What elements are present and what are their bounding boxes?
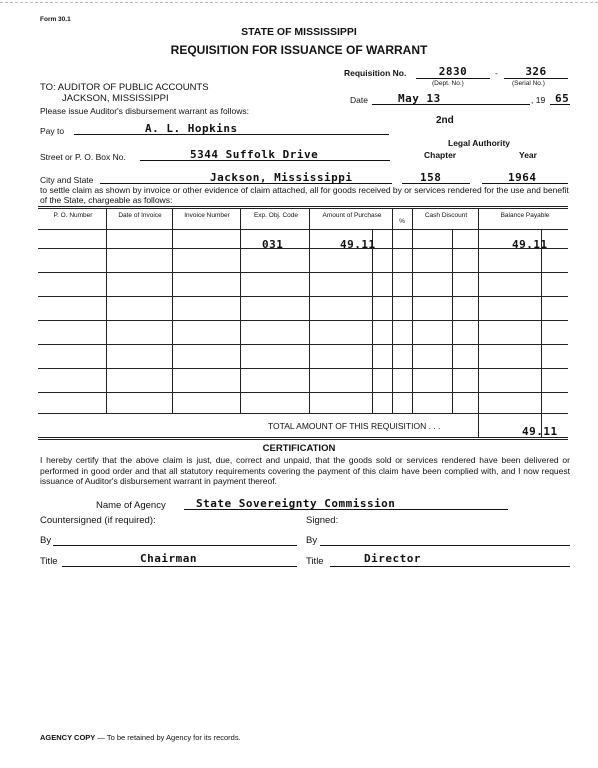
footer-note [40, 733, 241, 742]
settle-text: to settle claim as shown by invoice or other evidence of claim attached, all for goods received by or services rendered for the use and benefit of the State, chargeable as follows: [40, 185, 569, 205]
certification-text: I hereby certify that the above claim is just, due, correct and unpaid, that the goods sold or services rendered have been delivered or performed in good order and that all statutory requirements covering the payment of this claim have been complied with, and I now request issuance of Auditor's disbursement warrant in payment thereof. [40, 455, 570, 486]
instruction-text: Please issue Auditor's disbursement warrant as follows: [40, 106, 250, 116]
by-line-right [320, 545, 570, 546]
serial-caption: (Serial No.) [512, 80, 545, 87]
to-line-2: JACKSON, MISSISSIPPI [62, 93, 169, 104]
total-amount: 49.11 [522, 425, 558, 438]
perforation-edge [0, 2, 598, 3]
legal-authority-label: Legal Authority [448, 138, 511, 148]
street-line [140, 160, 390, 161]
countersigned-label: Countersigned (if required): [40, 515, 156, 526]
pay-to-line [74, 134, 389, 135]
table-top-line [38, 206, 568, 207]
street-value: 5344 Suffolk Drive [190, 148, 319, 161]
col-line [240, 208, 241, 413]
street-label: Street or P. O. Box No. [40, 152, 126, 162]
pay-to-label: Pay to [40, 126, 65, 136]
total-label: TOTAL AMOUNT OF THIS REQUISITION . . . [268, 421, 441, 431]
table-bottom-line-2 [38, 439, 568, 440]
header-exp-obj-code: Exp. Obj. Code [253, 212, 299, 219]
table-header-line [38, 229, 568, 230]
certification-heading: CERTIFICATION [262, 443, 336, 454]
year-line [482, 183, 568, 184]
col-line-cents [452, 229, 453, 413]
row-line [38, 320, 568, 321]
date-label: Date [350, 95, 368, 105]
row-line [38, 392, 568, 393]
requisition-label: Requisition No. [344, 68, 407, 78]
year-value: 1964 [508, 171, 537, 184]
dept-number: 2830 [438, 65, 468, 78]
date-year: 65 [555, 92, 570, 105]
col-line-cents [541, 229, 542, 438]
signed-label: Signed: [306, 515, 339, 526]
row-line [38, 296, 568, 297]
table-top-line-2 [38, 208, 568, 209]
col-line [106, 208, 107, 413]
title-label-left: Title [40, 556, 58, 567]
table-bottom-line [38, 437, 568, 438]
agency-line [184, 509, 508, 510]
dept-number-line [416, 78, 490, 79]
header-po-number: P. O. Number [53, 212, 93, 219]
header-invoice-number: Invoice Number [184, 212, 230, 219]
city-label: City and State [40, 175, 94, 185]
col-line [309, 208, 310, 413]
col-line [412, 208, 413, 413]
city-value: Jackson, Mississippi [210, 171, 353, 184]
col-line [172, 208, 173, 413]
to-line-1: TO: AUDITOR OF PUBLIC ACCOUNTS [40, 82, 209, 93]
chapter-label: Chapter [424, 150, 457, 160]
year-label: Year [519, 150, 537, 160]
date-year-prefix: , 19 [531, 95, 546, 105]
by-line-left [53, 545, 297, 546]
col-line [392, 208, 393, 413]
form-number: Form 30.1 [40, 16, 71, 23]
header-date-of-invoice: Date of Invoice [118, 212, 162, 219]
row-line [38, 368, 568, 369]
header-balance-payable: Balance Payable [500, 212, 550, 219]
col-line-cents [372, 229, 373, 413]
by-label-left: By [40, 535, 52, 546]
chapter-line [402, 183, 470, 184]
header-amount-of-purchase: Amount of Purchase [322, 212, 382, 219]
state-heading: STATE OF MISSISSIPPI [241, 26, 357, 38]
row1-amount: 49.11 [340, 238, 376, 251]
title-line-left [62, 566, 297, 567]
serial-number: 326 [525, 65, 547, 78]
pay-to-value: A. L. Hopkins [145, 122, 238, 135]
city-line [100, 183, 392, 184]
chapter-value: 158 [420, 171, 442, 184]
agency-value: State Sovereignty Commission [196, 497, 396, 510]
date-line [372, 104, 530, 105]
date-value: May 13 [398, 92, 441, 105]
row1-exp-obj-code: 031 [262, 238, 284, 251]
row-line [38, 272, 568, 273]
header-percent: % [399, 218, 405, 225]
row1-balance: 49.11 [512, 238, 548, 251]
title-line-right [330, 566, 570, 567]
title-value-right: Director [364, 552, 421, 565]
table-body-bottom-line [38, 413, 568, 414]
header-cash-discount: Cash Discount [424, 212, 468, 219]
footer-retention-text: — To be retained by Agency for its records. [97, 733, 241, 742]
row-line [38, 344, 568, 345]
session-value: 2nd [436, 115, 454, 126]
col-line [478, 208, 479, 438]
dept-caption: (Dept. No.) [432, 80, 464, 87]
serial-number-line [504, 78, 568, 79]
row-line [38, 248, 568, 249]
agency-label: Name of Agency [96, 500, 166, 511]
requisition-dash: - [495, 68, 498, 78]
title-value-left: Chairman [140, 552, 197, 565]
title-label-right: Title [306, 556, 324, 567]
date-year-line [550, 104, 570, 105]
form-title: REQUISITION FOR ISSUANCE OF WARRANT [170, 43, 428, 57]
by-label-right: By [306, 535, 318, 546]
footer-agency-copy: AGENCY COPY [40, 733, 96, 742]
